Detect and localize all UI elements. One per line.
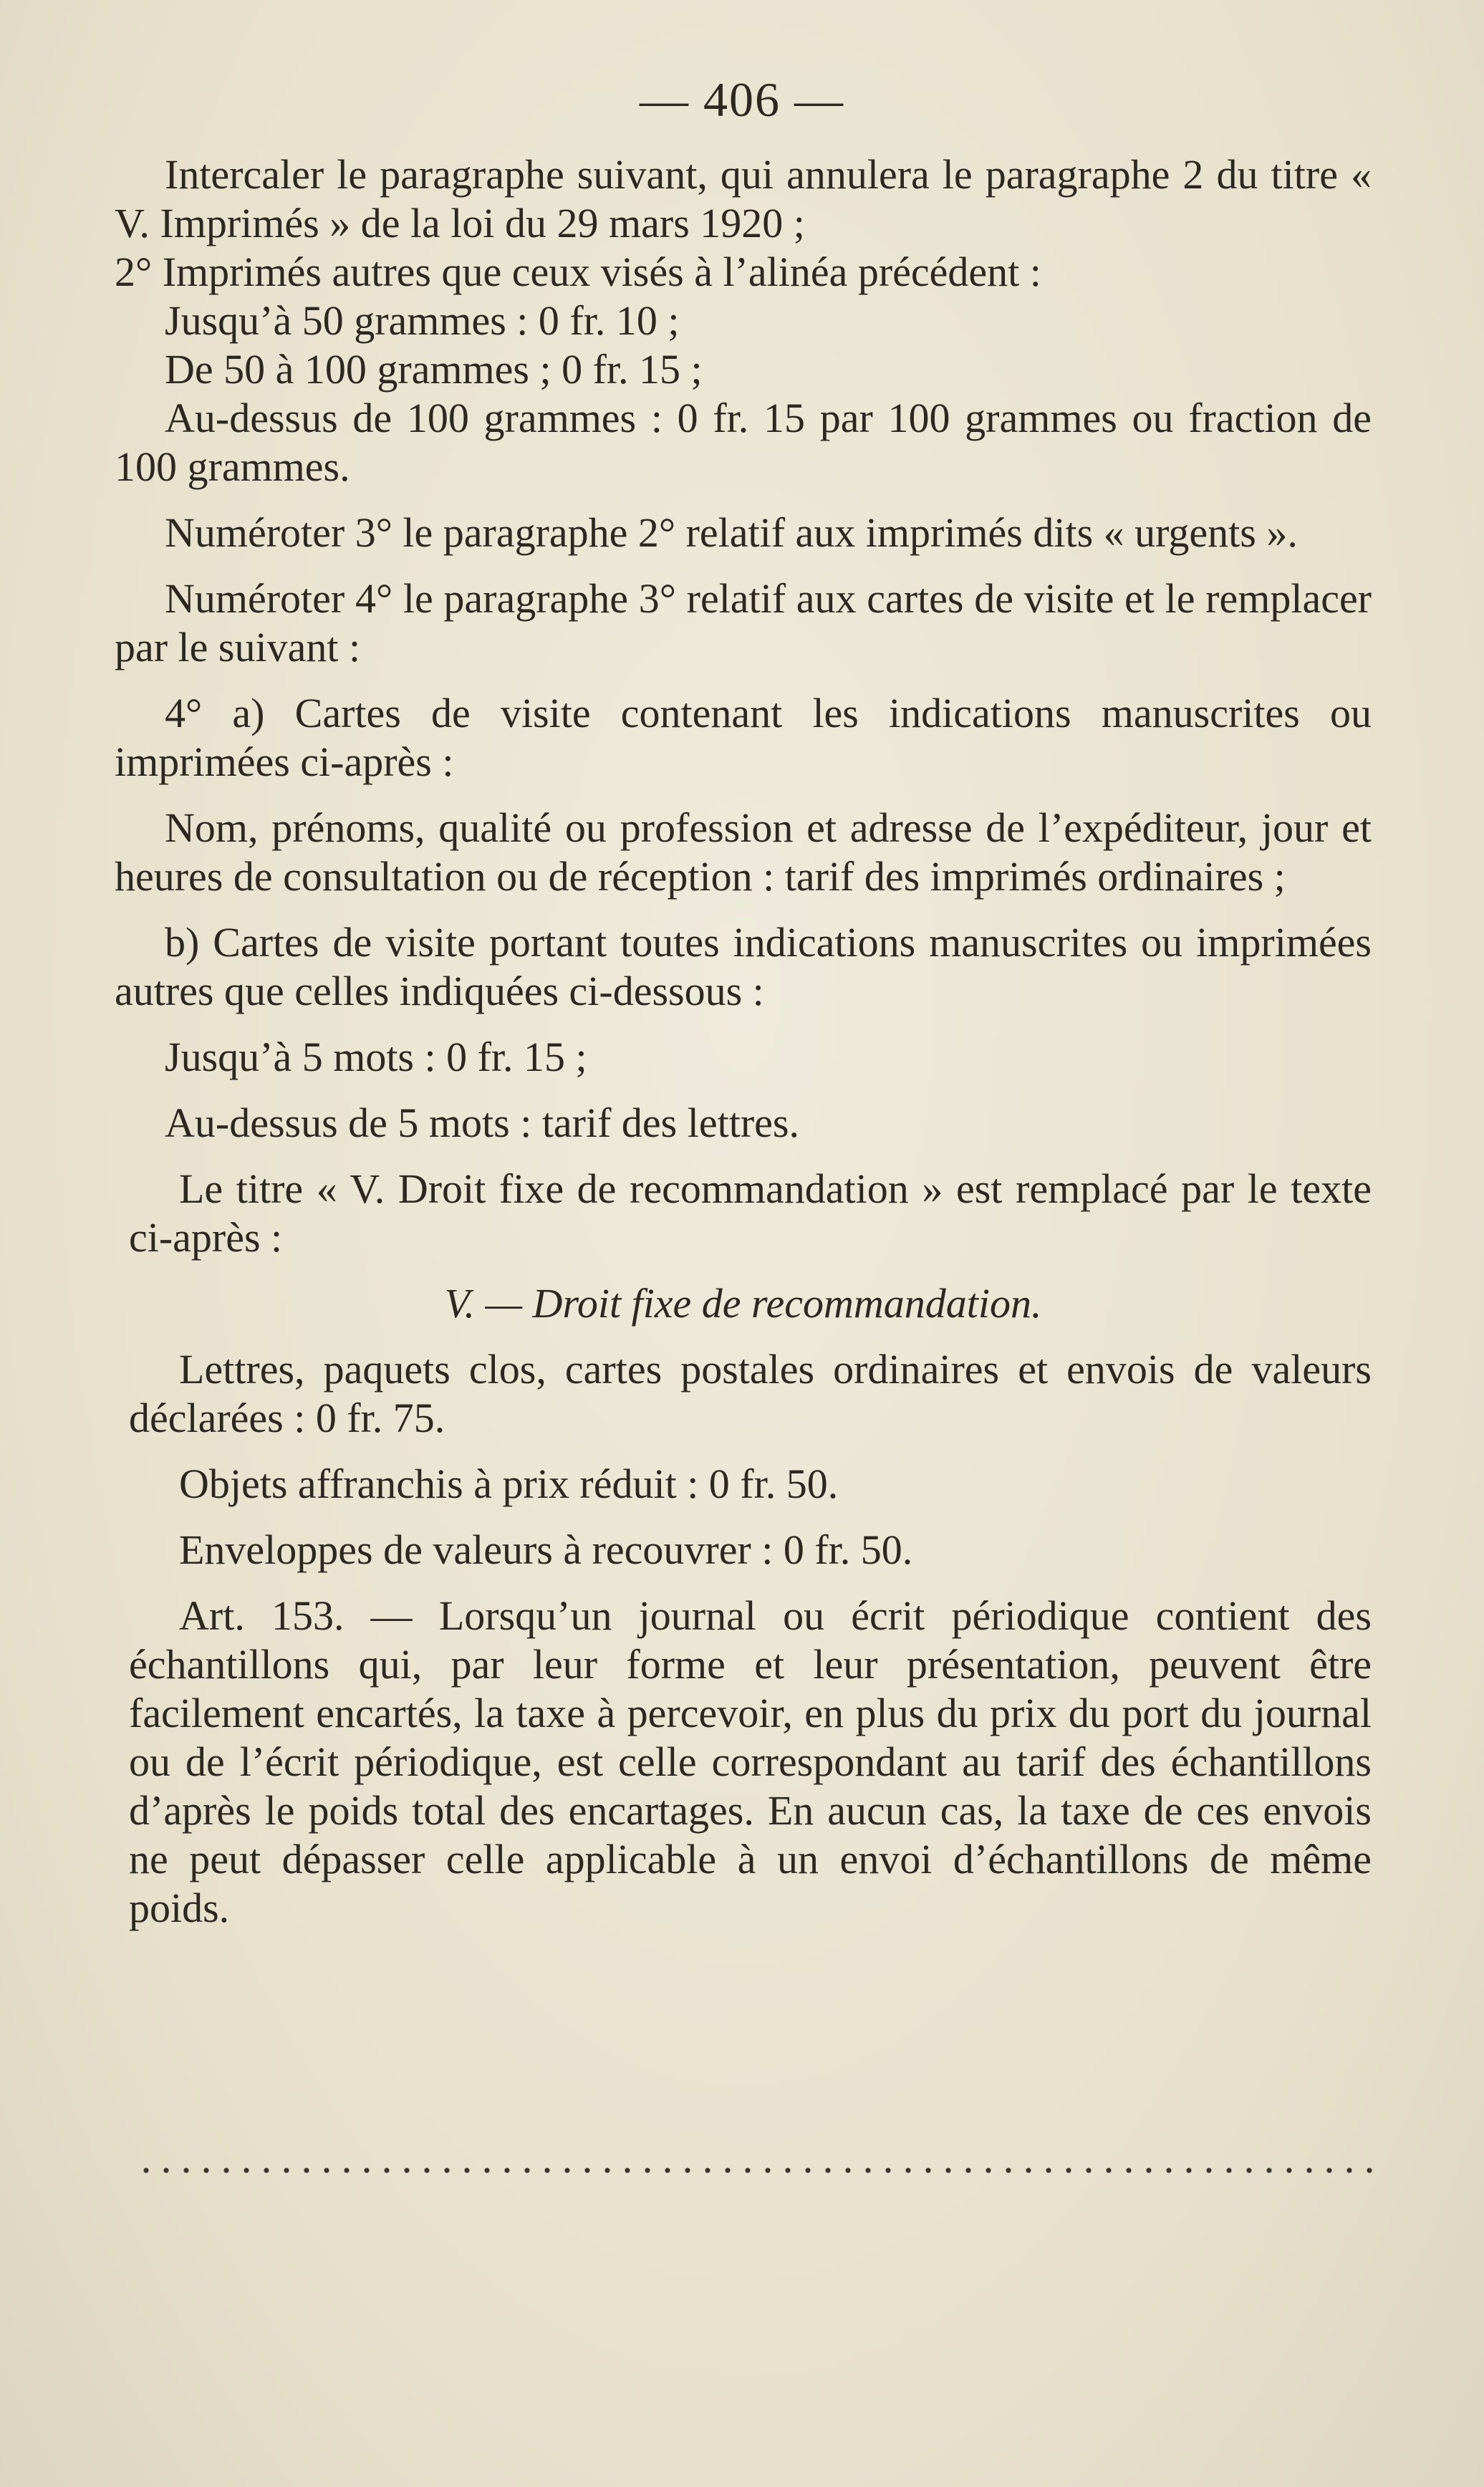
dotted-separator — [136, 2163, 1375, 2178]
tariff-line: Jusqu’à 5 mots : 0 fr. 15 ; — [165, 1034, 587, 1080]
paragraph-recommandation: Lettres, paquets clos, cartes postales ordinaires et envois de valeurs déclarées : 0 fr. 75. — [129, 1346, 1372, 1441]
paragraph-4a-detail: Nom, prénoms, qualité ou profession et adresse de l’expéditeur, jour et heures de consultation ou de réception : tarif des imprimés ordinaires ; — [115, 804, 1372, 900]
tariff-line: Au-dessus de 100 grammes : 0 fr. 15 par 100 grammes ou fraction de 100 grammes. — [115, 395, 1372, 490]
paragraph-title-v: Le titre « V. Droit fixe de recommandation » est remplacé par le texte ci-après : — [129, 1165, 1372, 1261]
tariff-line: Jusqu’à 50 grammes : 0 fr. 10 ; — [165, 297, 680, 344]
paragraph-4b: b) Cartes de visite portant toutes indications manuscrites ou imprimées autres que celles indiquées ci-dessous : — [115, 919, 1372, 1014]
article-153: Art. 153. — Lorsqu’un journal ou écrit périodique contient des échantillons qui, par leur forme et leur présentation, peuvent être facilement encartés, la taxe à percevoir, en plus du prix du port du journal ou de l’écrit périodique, est celle correspondant au tarif des échantillons d’après le poids total des encartages. En aucun cas, la taxe de ces envois ne peut dépasser celle applicable à un envoi d’échantillons de même poids. — [129, 1592, 1372, 1931]
paragraph-4a: 4° a) Cartes de visite contenant les indications manuscrites ou imprimées ci-après : — [115, 690, 1372, 785]
paragraph-renumber-4: Numéroter 4° le paragraphe 3° relatif aux cartes de visite et le remplacer par le suivant : — [115, 575, 1372, 670]
tariff-line: Enveloppes de valeurs à recouvrer : 0 fr. 50. — [179, 1526, 913, 1573]
body-text — [115, 150, 1372, 1950]
tariff-line: Objets affranchis à prix réduit : 0 fr. 50. — [179, 1461, 839, 1507]
section-heading: V. — Droit fixe de recommandation. — [444, 1280, 1042, 1327]
paragraph-intro: Intercaler le paragraphe suivant, qui annulera le paragraphe 2 du titre « V. Imprimés » de la loi du 29 mars 1920 ; — [115, 151, 1372, 246]
page-number: — 406 — — [640, 72, 844, 127]
paragraph-renumber-3: Numéroter 3° le paragraphe 2° relatif aux imprimés dits « urgents ». — [165, 509, 1298, 556]
tariff-line: De 50 à 100 grammes ; 0 fr. 15 ; — [165, 346, 703, 393]
tariff-line: Au-dessus de 5 mots : tarif des lettres. — [165, 1100, 799, 1146]
paragraph-heading-2: 2° Imprimés autres que ceux visés à l’alinéa précédent : — [115, 249, 1041, 295]
